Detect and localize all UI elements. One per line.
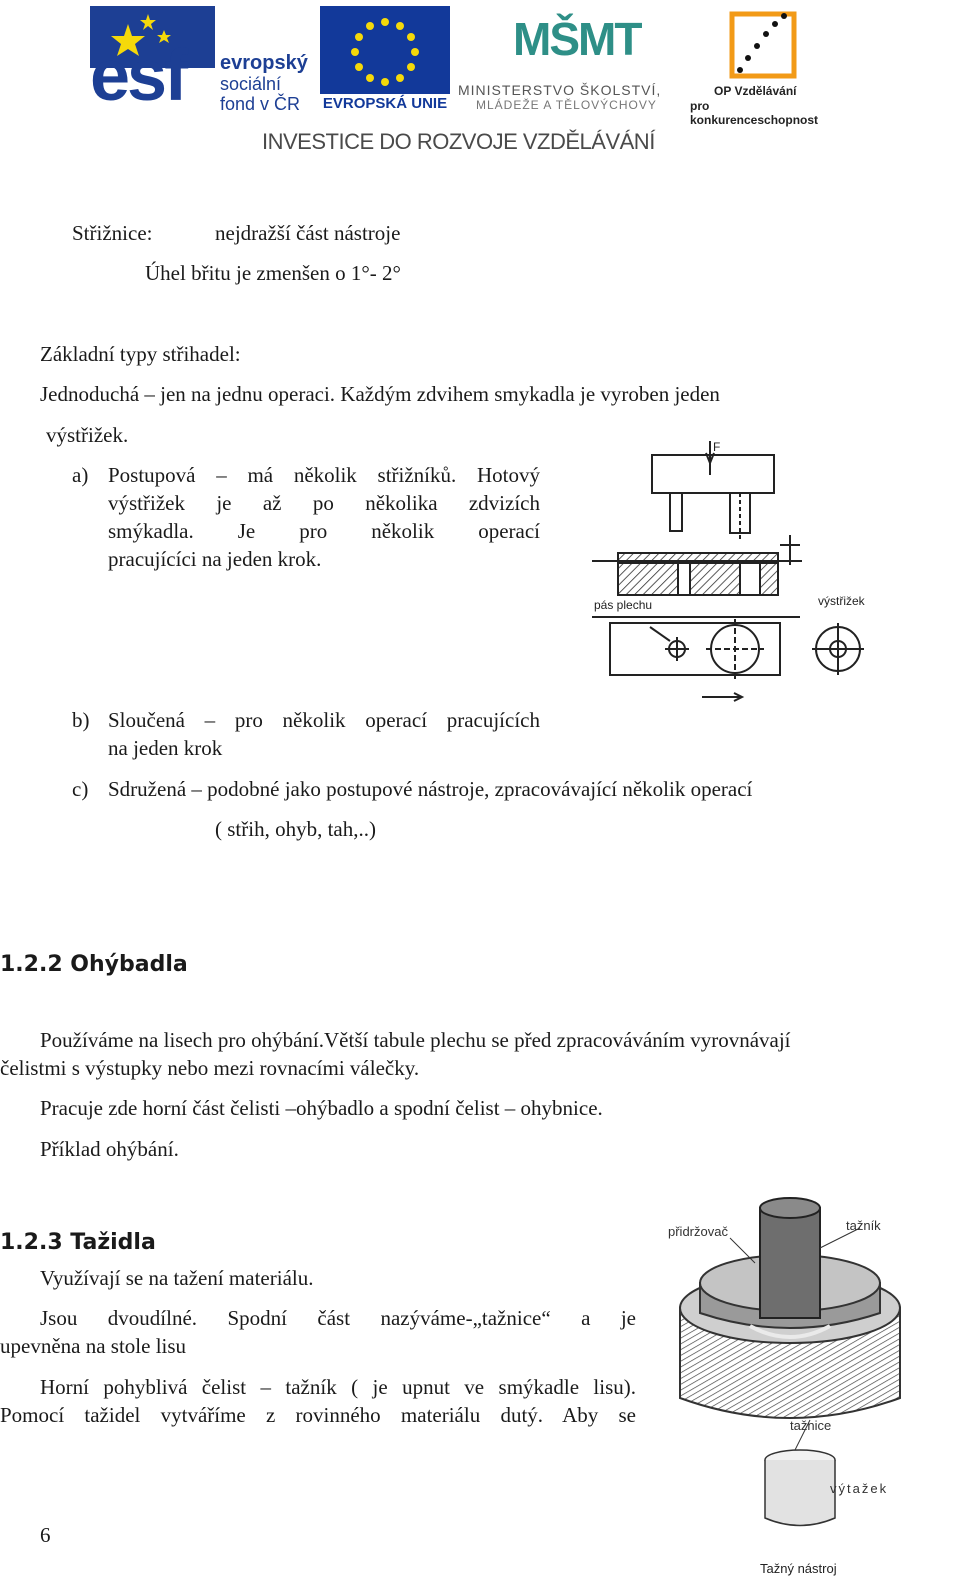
strizniece-note: Úhel břitu je zmenšen o 1°- 2° xyxy=(145,261,401,285)
figure1-force-label: F xyxy=(713,440,721,454)
figure2-die-label: tažnice xyxy=(790,1418,832,1433)
figure2-holder-label: přidržovač xyxy=(668,1224,728,1239)
heading-tazidla: 1.2.3 Tažidla xyxy=(0,1230,156,1255)
drawing-die-figure xyxy=(660,1188,930,1588)
list-marker-c: c) xyxy=(72,777,89,801)
list-item-a-line1: Postupová – má několik střižníků. Hotový xyxy=(108,463,540,487)
header-logos xyxy=(0,0,960,160)
page-number: 6 xyxy=(40,1523,51,1547)
figure1-piece-label: výstřižek xyxy=(818,594,865,608)
list-item-c: Sdružená – podobné jako postupové nástroje, zpracovávající několik operací xyxy=(108,777,753,801)
strizniece-label: Střižnice: xyxy=(72,221,153,245)
eu-logo xyxy=(320,6,450,114)
list-item-c-sub: ( střih, ohyb, tah,..) xyxy=(215,817,376,841)
tazidla-p1: Využívají se na tažení materiálu. xyxy=(40,1266,314,1290)
strizniece-value: nejdražší část nástroje xyxy=(215,221,401,245)
tazidla-p2-line2: upevněna na stole lisu xyxy=(0,1334,187,1358)
tazidla-p3-line1: Horní pohyblivá čelist – tažník ( je upnut ve smýkadle lisu). xyxy=(40,1375,636,1399)
figure2-drawn-label: výtažek xyxy=(830,1481,889,1496)
list-item-a-line3: smýkadla. Je pro několik operací xyxy=(108,519,540,543)
ohybadla-p1-line1: Používáme na lisech pro ohýbání.Větší tabule plechu se před zpracováváním vyrovnávají xyxy=(40,1028,791,1052)
list-item-a-line4: pracujícíci na jeden krok. xyxy=(108,547,322,571)
ohybadla-p2: Pracuje zde horní část čelisti –ohýbadlo a spodní čelist – ohybnice. xyxy=(40,1096,603,1120)
progressive-die-figure xyxy=(590,435,880,705)
figure2-caption: Tažný nástroj xyxy=(760,1561,837,1576)
list-item-b-line2: na jeden krok xyxy=(108,736,223,760)
esf-logo-line2: sociální xyxy=(220,74,282,94)
esf-logo-big: esf xyxy=(90,36,186,116)
msmt-logo-mark: MŠMT xyxy=(513,13,641,65)
tazidla-p2-line1: Jsou dvoudílné. Spodní část nazýváme-„tažnice“ a je xyxy=(40,1306,636,1330)
op-logo-mark xyxy=(720,4,810,84)
tazidla-p3-line2: Pomocí tažidel vytváříme z rovinného materiálu dutý. Aby se xyxy=(0,1403,636,1427)
list-item-b xyxy=(108,706,540,762)
op-logo-line2: pro konkurenceschopnost xyxy=(690,99,819,127)
msmt-logo-line1: MINISTERSTVO ŠKOLSTVÍ, xyxy=(458,82,662,98)
ohybadla-p1-line2: čelistmi s výstupky nebo mezi rovnacími válečky. xyxy=(0,1056,420,1080)
investice-banner: INVESTICE DO ROZVOJE VZDĚLÁVÁNÍ xyxy=(262,129,655,154)
figure2-punch-label: tažník xyxy=(846,1218,881,1233)
list-marker-a: a) xyxy=(72,463,89,487)
eu-logo-label: EVROPSKÁ UNIE xyxy=(322,95,448,112)
ohybadla-p3: Příklad ohýbání. xyxy=(40,1137,179,1161)
list-item-a-line2: výstřižek je až po několika zdvizích xyxy=(108,491,540,515)
msmt-logo xyxy=(458,4,683,114)
types-simple-line1: Jednoduchá – jen na jednu operaci. Každým zdvihem smykadla je vyroben jeden xyxy=(40,382,720,406)
op-logo-line1: OP Vzdělávání xyxy=(714,84,797,98)
esf-logo-line1: evropský xyxy=(220,52,308,74)
eu-flag xyxy=(320,6,450,94)
op-logo xyxy=(690,4,840,127)
figure1-strip-label: pás plechu xyxy=(594,598,653,612)
heading-ohybadla: 1.2.2 Ohýbadla xyxy=(0,952,188,977)
list-marker-b: b) xyxy=(72,708,90,732)
msmt-logo-line2: MLÁDEŽE A TĚLOVÝCHOVY xyxy=(476,98,657,112)
esf-logo xyxy=(90,6,315,114)
types-simple-line2: výstřižek. xyxy=(46,423,129,447)
types-title: Základní typy střihadel: xyxy=(40,342,241,366)
esf-logo-line3: fond v ČR xyxy=(220,94,301,114)
list-item-a xyxy=(108,461,540,573)
list-item-b-line1: Sloučená – pro několik operací pracujících xyxy=(108,708,540,732)
